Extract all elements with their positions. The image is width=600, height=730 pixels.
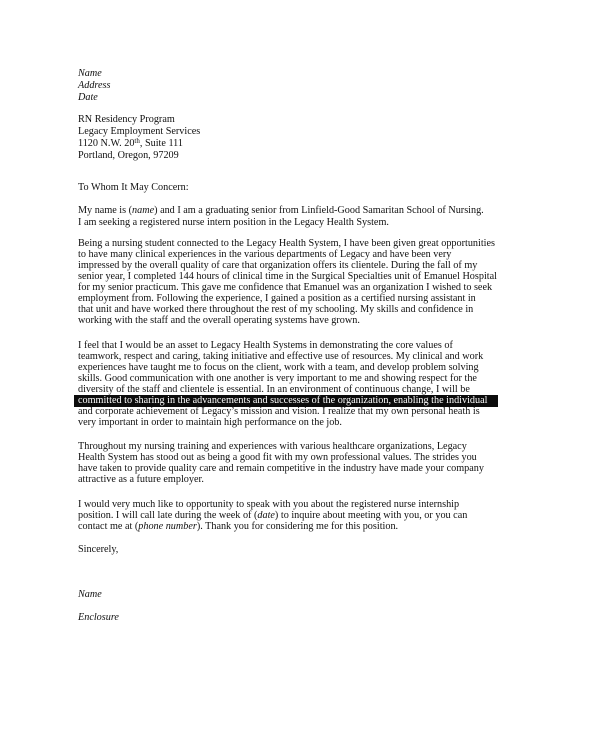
- p5-line-2: [78, 510, 467, 521]
- enclosure-note: Enclosure: [78, 612, 119, 623]
- recipient-program: RN Residency Program: [78, 114, 175, 125]
- p2-line: to have many clinical experiences in the various departments of Legacy and have been very: [78, 249, 452, 260]
- phone-placeholder: phone number: [138, 521, 197, 532]
- p2-line: employment from. Following the experience, I gained a position as a certified nursing assistant in: [78, 293, 476, 304]
- p4-line: Health System has stood out as being a good fit with my own professional values. The strides you: [78, 452, 477, 463]
- p5-text: ). Thank you for considering me for this position.: [196, 521, 399, 532]
- signature-name: Name: [78, 589, 102, 600]
- p3-line: very important in order to maintain high performance on the job.: [78, 417, 342, 428]
- p1-line-2: I am seeking a registered nurse intern position in the Legacy Health System.: [78, 217, 389, 228]
- street-suite: , Suite 111: [139, 138, 183, 149]
- p3-line: I feel that I would be an asset to Legacy Health Systems in demonstrating the core values of: [78, 340, 453, 351]
- p2-line: that unit and have worked there throughout the rest of my schooling. My skills and confidence in: [78, 304, 474, 315]
- date-placeholder: date: [257, 510, 275, 521]
- p3-line: experiences have taught me to focus on the client, work with a team, and develop problem solving: [78, 362, 479, 373]
- recipient-city: Portland, Oregon, 97209: [78, 150, 179, 161]
- p1-name-placeholder: name: [132, 205, 155, 216]
- recipient-company: Legacy Employment Services: [78, 126, 201, 137]
- salutation: To Whom It May Concern:: [78, 182, 189, 193]
- p4-line: Throughout my nursing training and experiences with various healthcare organizations, Legacy: [78, 441, 467, 452]
- sender-address: Address: [78, 80, 111, 91]
- closing: Sincerely,: [78, 544, 119, 555]
- p1-text: My name is (: [78, 205, 133, 216]
- sender-date: Date: [78, 92, 98, 103]
- p2-line: Being a nursing student connected to the Legacy Health System, I have been given great opportunities: [78, 238, 496, 249]
- street-suffix: th: [134, 137, 140, 145]
- p5-text: contact me at (: [78, 521, 139, 532]
- p4-line: have taken to provide quality care and remain competitive in the industry have made your company: [78, 463, 484, 474]
- p5-text: ) to inquire about meeting with you, or you can: [274, 510, 468, 521]
- p2-line: for my senior practicum. This gave me confidence that Emanuel was an organization I wished to seek: [78, 282, 493, 293]
- p2-line: working with the staff and the overall operating systems have grown.: [78, 315, 360, 326]
- p3-line-selected[interactable]: committed to sharing in the advancements and successes of the organization, enabling the individual: [78, 395, 488, 406]
- p2-line: impressed by the overall quality of care that organization offers its clientele. During the fall of my: [78, 260, 478, 271]
- p3-line: diversity of the staff and clientele is essential. In an environment of continuous change, I will be: [78, 384, 470, 395]
- street-number: 1120 N.W. 20: [78, 138, 135, 149]
- p5-text: position. I will call late during the week of (: [78, 510, 258, 521]
- p1-text: ) and I am a graduating senior from Linfield-Good Samaritan School of Nursing.: [154, 205, 484, 216]
- recipient-street: [78, 138, 183, 149]
- p1-line-1: [78, 205, 484, 216]
- p3-line: and corporate achievement of Legacy’s mission and vision. I realize that my own personal heath is: [78, 406, 480, 417]
- p3-line: skills. Good communication with one another is very important to me and showing respect for the: [78, 373, 477, 384]
- p5-line-3: [78, 521, 398, 532]
- p2-line: senior year, I completed 144 hours of clinical time in the Surgical Specialties unit of Emanuel Hospital: [78, 271, 497, 282]
- sender-name: Name: [78, 68, 102, 79]
- p4-line: attractive as a future employer.: [78, 474, 204, 485]
- p5-line-1: I would very much like to opportunity to speak with you about the registered nurse internship: [78, 499, 460, 510]
- p3-line: teamwork, respect and caring, taking initiative and effective use of resources. My clinical and work: [78, 351, 484, 362]
